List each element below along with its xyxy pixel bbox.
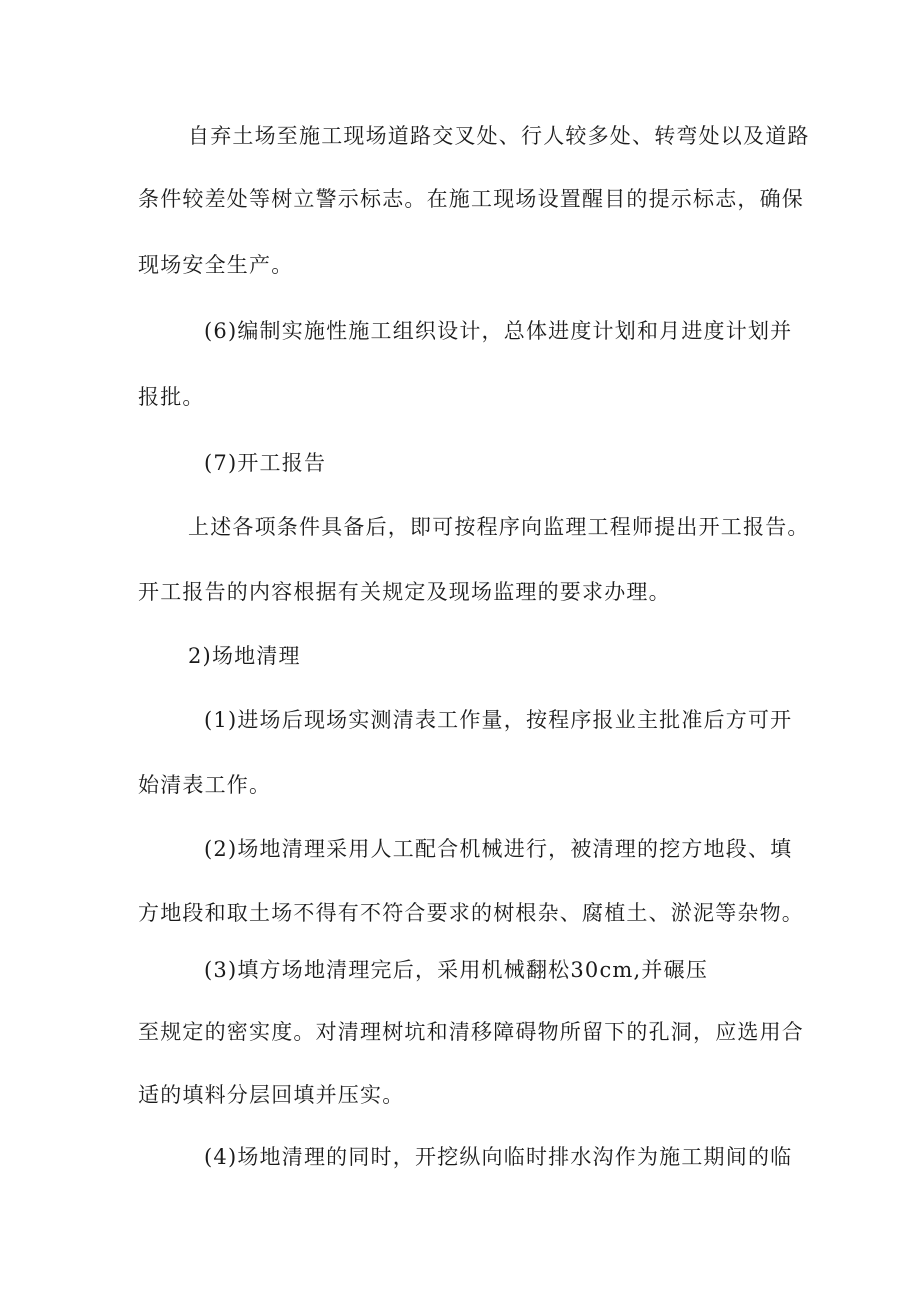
text-line: 开工报告的内容根据有关规定及现场监理的要求办理。 <box>138 580 671 604</box>
text-line: 现场安全生产。 <box>138 253 294 277</box>
text-line: 上述各项条件具备后，即可按程序向监理工程师提出开工报告。 <box>188 515 810 539</box>
text-line: 自弃土场至施工现场道路交叉处、行人较多处、转弯处以及道路 <box>188 124 810 148</box>
text-line: (3)填方场地清理完后，采用机械翻松30cm,并碾压 <box>204 958 709 982</box>
text-line: 报批。 <box>138 385 205 409</box>
text-line: (1)进场后现场实测清表工作量，按程序报业主批准后方可开 <box>204 708 793 732</box>
text-line: 适的填料分层回填并压实。 <box>138 1083 405 1107</box>
text-line: (6)编制实施性施工组织设计，总体进度计划和月进度计划并 <box>204 319 793 343</box>
text-line: 条件较差处等树立警示标志。在施工现场设置醒目的提示标志，确保 <box>138 187 804 211</box>
text-line: (2)场地清理采用人工配合机械进行，被清理的挖方地段、填 <box>204 837 793 861</box>
text-line: 至规定的密实度。对清理树坑和清移障碍物所留下的孔洞，应选用合 <box>138 1020 804 1044</box>
text-line: 始清表工作。 <box>138 773 272 797</box>
text-line: 方地段和取土场不得有不符合要求的树根杂、腐植土、淤泥等杂物。 <box>138 901 804 925</box>
text-line: 2)场地清理 <box>188 644 301 668</box>
text-line: (7)开工报告 <box>204 451 327 475</box>
text-line: (4)场地清理的同时，开挖纵向临时排水沟作为施工期间的临 <box>204 1145 793 1169</box>
